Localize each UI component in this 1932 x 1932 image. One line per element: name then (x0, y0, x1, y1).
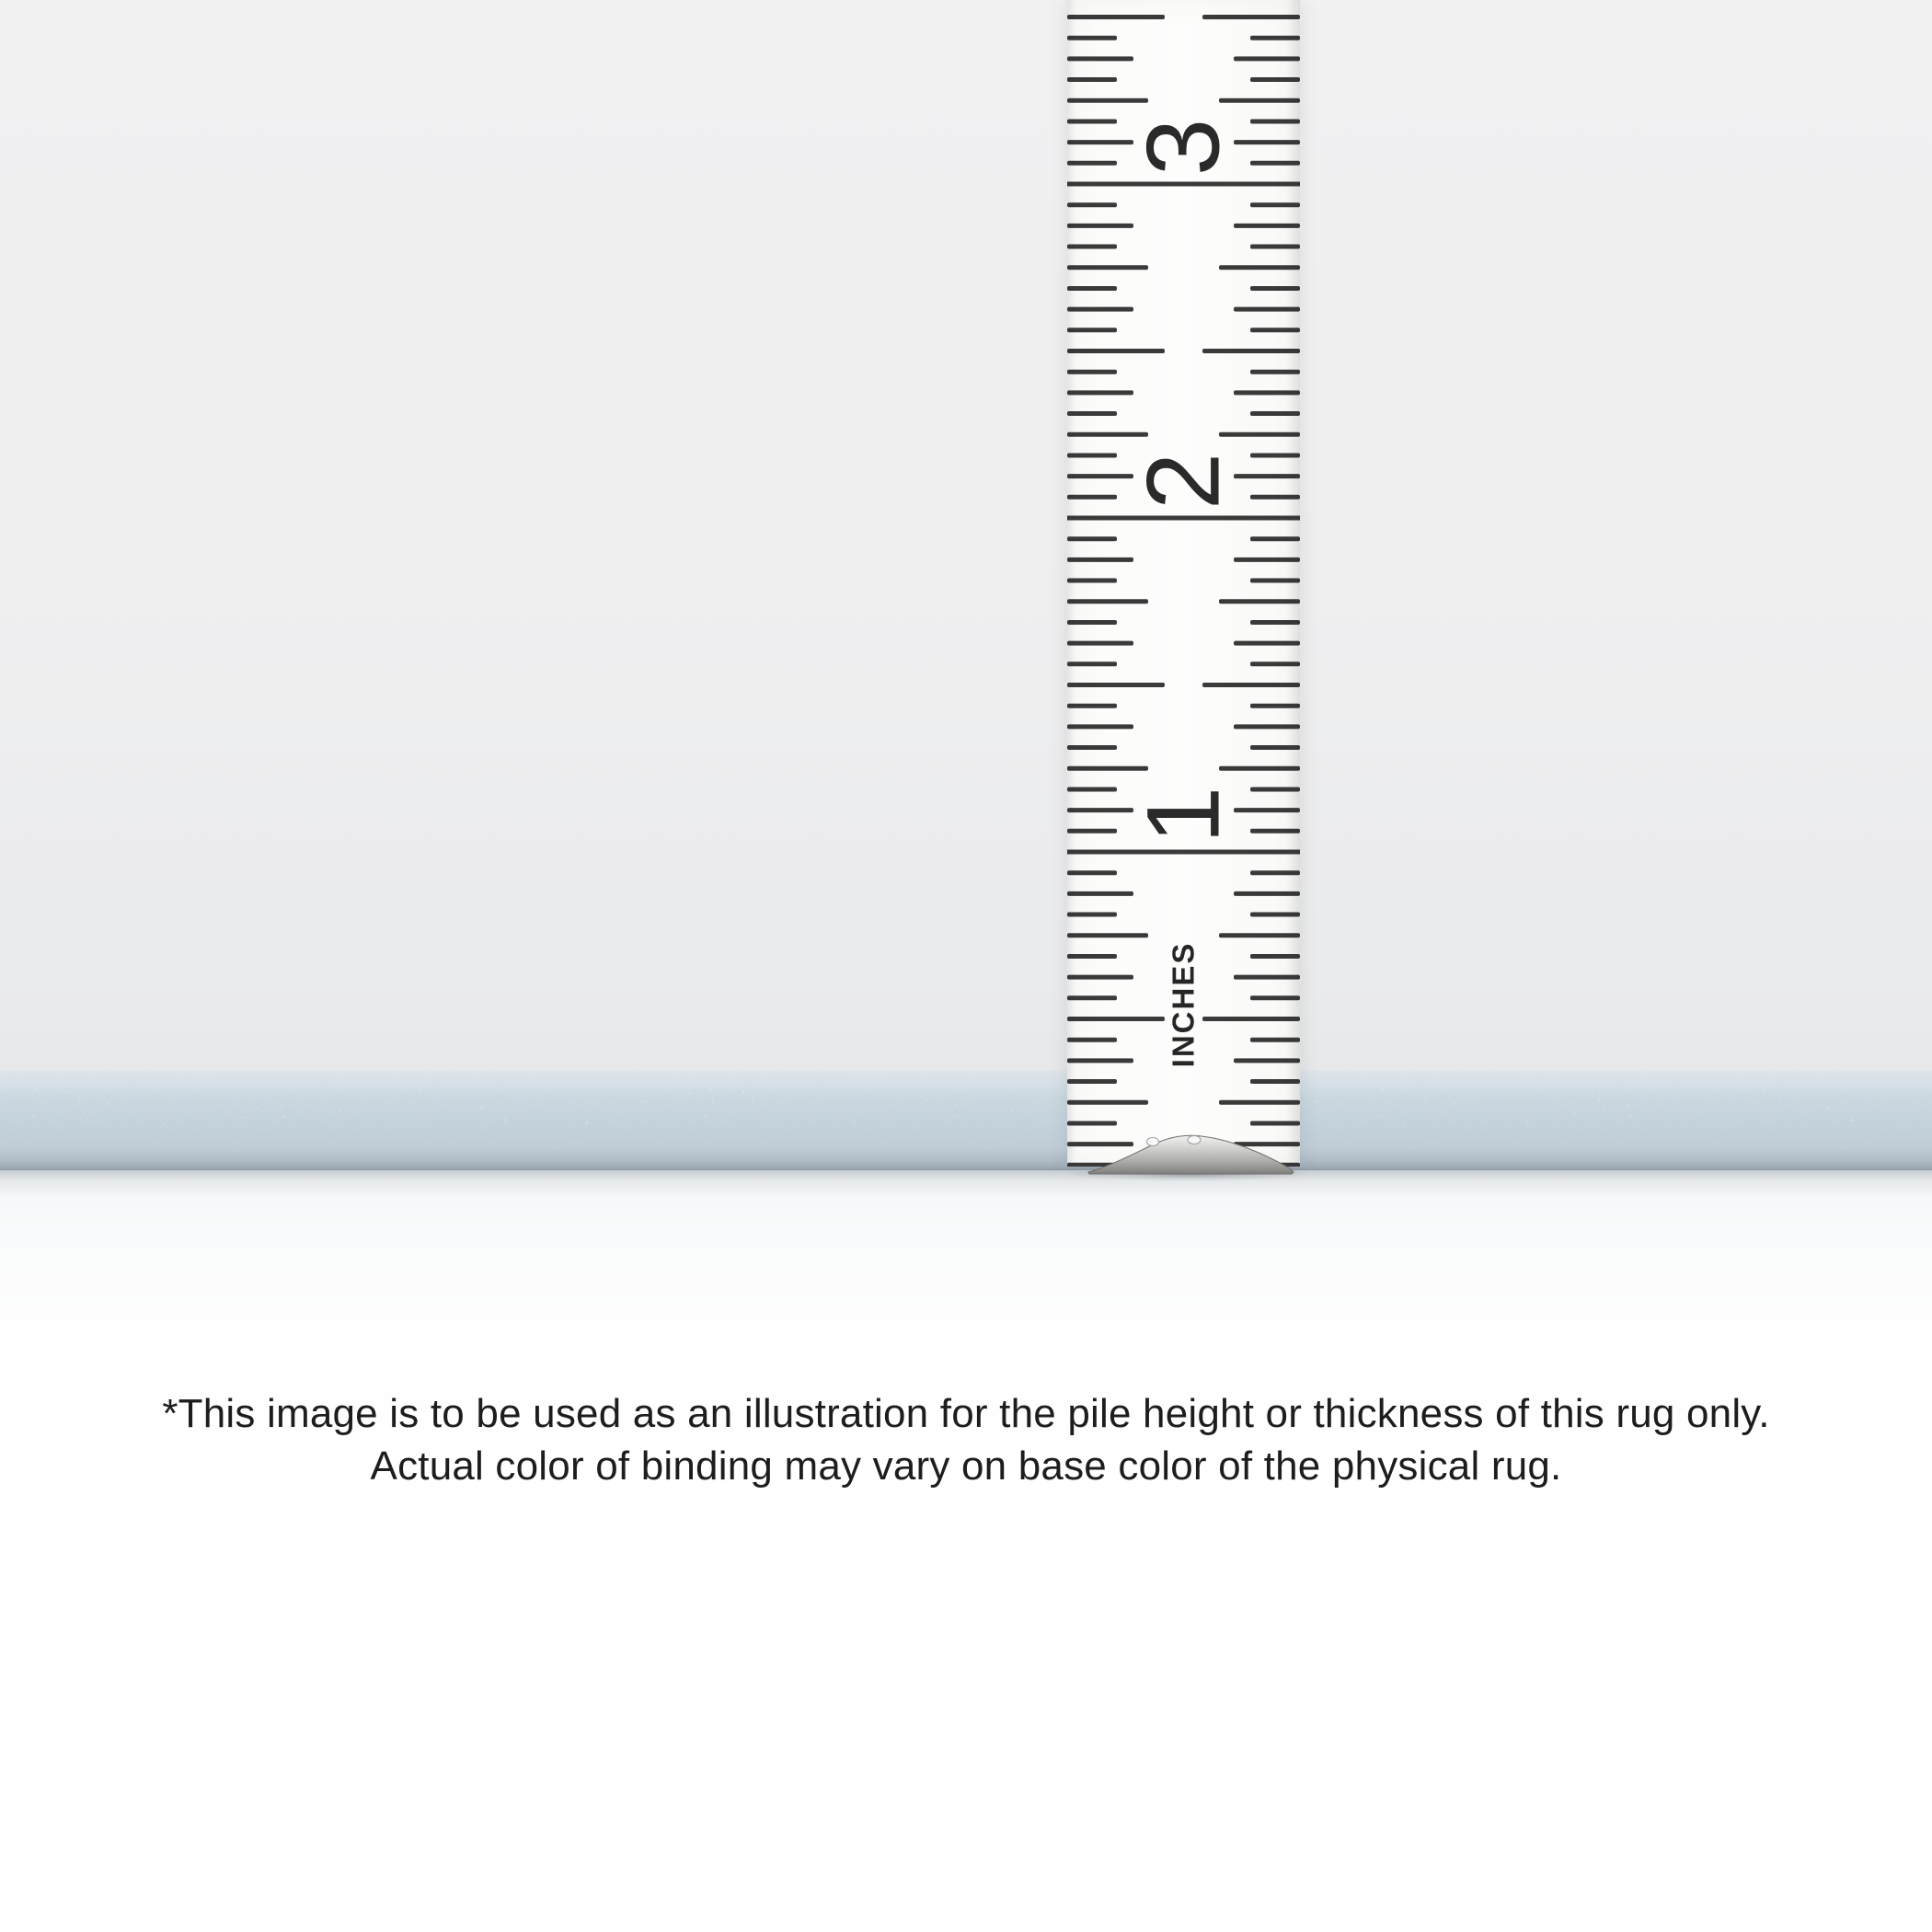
rug-texture (0, 1070, 1932, 1170)
clip-rivet-right (1188, 1136, 1201, 1144)
ruler-number-1: 1 (1125, 786, 1241, 845)
disclaimer-line-2: Actual color of binding may vary on base color of the physical rug. (370, 1443, 1562, 1489)
clip-rivet-left (1147, 1138, 1159, 1146)
ruler-number-2: 2 (1125, 452, 1241, 511)
ruler-inches-label: INCHES (1166, 941, 1201, 1068)
rug-edge-band (0, 1070, 1932, 1170)
disclaimer-note (0, 1387, 1932, 1492)
ruler-end-clip (1086, 1132, 1295, 1175)
ruler-number-3: 3 (1125, 118, 1241, 177)
ruler-tick-scale (1067, 0, 1300, 1167)
disclaimer-line-1: *This image is to be used as an illustration for the pile height or thickness of this rug only. (162, 1391, 1770, 1436)
rug-under-shadow (0, 1170, 1932, 1198)
inch-ruler (1067, 0, 1300, 1167)
floor-surface (0, 1170, 1932, 1932)
